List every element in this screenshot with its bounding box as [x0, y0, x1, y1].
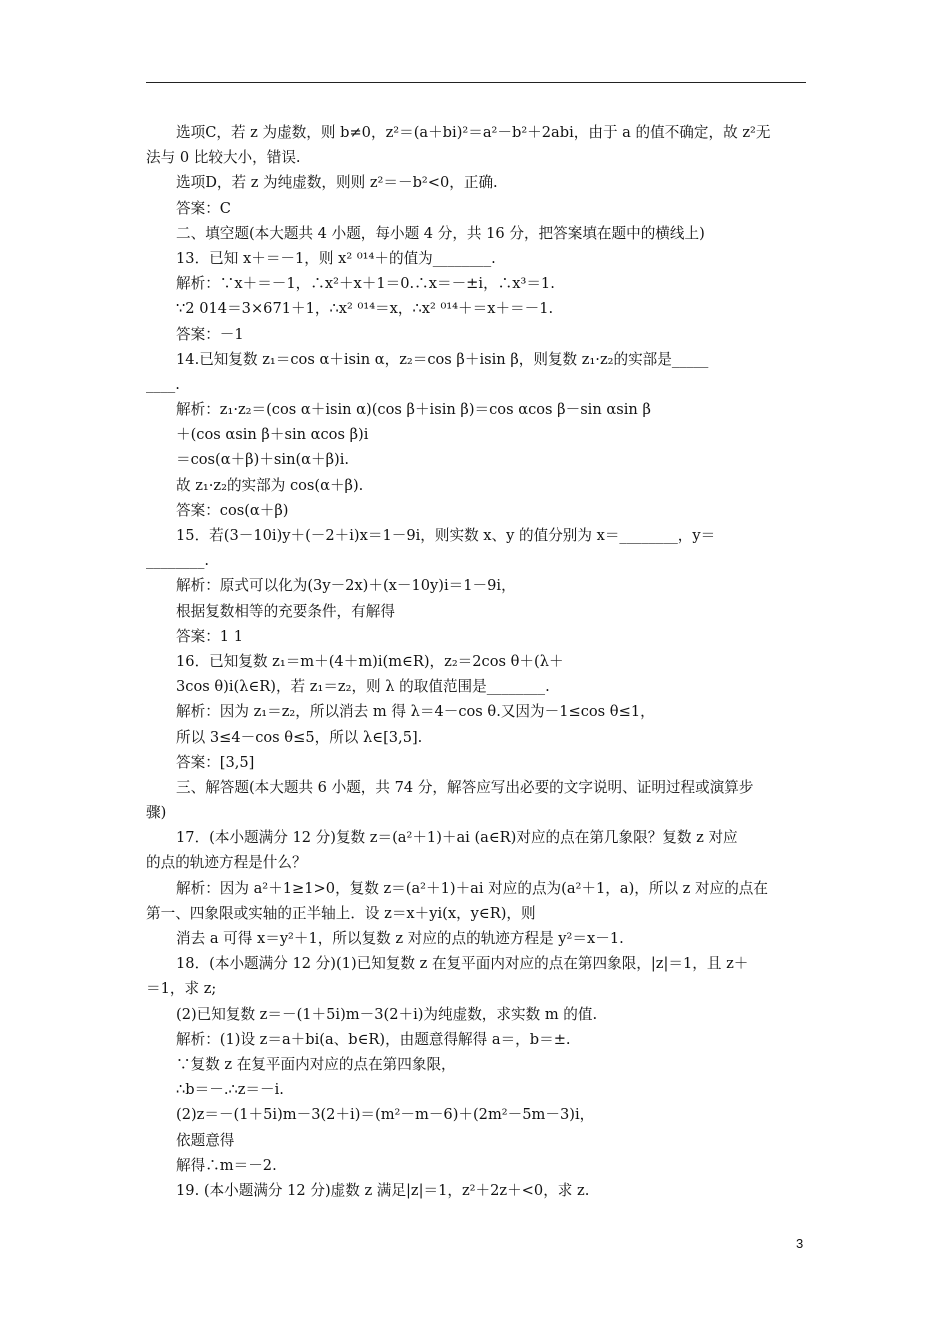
text-line: ＝1，求 z; — [146, 980, 217, 998]
text-line: 解析：因为 z₁＝z₂，所以消去 m 得 λ＝4－cos θ.又因为－1≤cos θ≤1， — [176, 703, 655, 721]
text-line: 解得∴m＝－2. — [176, 1156, 277, 1174]
text-line: 解析：(1)设 z＝a＋bi(a、b∈R)，由题意得解得 a＝，b＝±. — [176, 1030, 571, 1048]
text-line: (2)z＝－(1＋5i)m－3(2＋i)＝(m²－m－6)＋(2m²－5m－3)i， — [176, 1106, 595, 1124]
text-line: 答案：1 1 — [176, 627, 243, 645]
text-line: 14.已知复数 z₁＝cos α＋isin α，z₂＝cos β＋isin β，则复数 z₁·z₂的实部是_____ — [176, 350, 709, 368]
text-line: 13．已知 x＋＝－1，则 x² ⁰¹⁴＋的值为________. — [176, 249, 496, 267]
text-line: 消去 a 可得 x＝y²＋1，所以复数 z 对应的点的轨迹方程是 y²＝x－1. — [176, 930, 624, 947]
text-line: 选项D，若 z 为纯虚数，则则 z²＝－b²<0，正确. — [176, 174, 498, 192]
text-line: 解析：z₁·z₂＝(cos α＋isin α)(cos β＋isin β)＝cos αcos β－sin αsin β — [176, 401, 651, 419]
text-line: 3cos θ)i(λ∈R)，若 z₁＝z₂，则 λ 的取值范围是________. — [176, 678, 550, 696]
text-line: ____. — [146, 375, 180, 393]
text-line: (2)已知复数 z＝－(1＋5i)m－3(2＋i)为纯虚数，求实数 m 的值. — [176, 1005, 598, 1023]
text-line: 解析：原式可以化为(3y－2x)＋(x－10y)i＝1－9i， — [176, 577, 516, 595]
text-line: 依题意得 — [176, 1131, 235, 1149]
header-rule — [146, 82, 806, 83]
text-line: ＝cos(α＋β)＋sin(α＋β)i. — [176, 451, 350, 469]
text-line: ∵2 014＝3×671＋1，∴x² ⁰¹⁴＝x，∴x² ⁰¹⁴＋＝x＋＝－1. — [176, 300, 554, 318]
text-line: 的点的轨迹方程是什么？ — [146, 854, 307, 872]
text-line: 根据复数相等的充要条件，有解得 — [176, 602, 395, 620]
text-line: ∴b＝－.∴z＝－i. — [176, 1081, 284, 1099]
text-line: ________. — [146, 552, 210, 570]
text-line: ＋(cos αsin β＋sin αcos β)i — [176, 426, 369, 444]
text-line: 骤) — [146, 804, 167, 822]
page-body — [146, 120, 808, 1203]
text-line: 解析：∵x＋＝－1，∴x²＋x＋1＝0.∴x＝－±i，∴x³＝1. — [176, 275, 555, 293]
text-line: 答案：cos(α＋β) — [176, 501, 289, 519]
text-line: 16．已知复数 z₁＝m＋(4＋m)i(m∈R)，z₂＝2cos θ＋(λ＋ — [176, 652, 564, 670]
text-line: 19. (本小题满分 12 分)虚数 z 满足|z|＝1，z²＋2z＋<0，求 z. — [176, 1181, 590, 1199]
text-line: 第一、四象限或实轴的正半轴上．设 z＝x＋yi(x，y∈R)，则 — [146, 904, 536, 922]
text-line: 答案：[3,5] — [176, 753, 255, 771]
text-line: 答案：C — [176, 199, 231, 217]
text-line: 选项C，若 z 为虚数，则 b≠0，z²＝(a＋bi)²＝a²－b²＋2abi，由于 a 的值不确定，故 z²无 — [176, 124, 771, 141]
text-line: 所以 3≤4－cos θ≤5，所以 λ∈[3,5]. — [176, 728, 423, 746]
text-line: 解析：因为 a²＋1≥1>0，复数 z＝(a²＋1)＋ai 对应的点为(a²＋1，a)，所以 z 对应的点在 — [176, 879, 768, 897]
text-line: 故 z₁·z₂的实部为 cos(α＋β). — [176, 476, 364, 494]
text-line: 答案：－1 — [176, 325, 244, 343]
page-number: 3 — [796, 1236, 804, 1251]
text-line: 二、填空题(本大题共 4 小题，每小题 4 分，共 16 分，把答案填在题中的横线上) — [176, 224, 705, 242]
text-line: 法与 0 比较大小，错误. — [146, 149, 301, 167]
text-line: 15．若(3－10i)y＋(－2＋i)x＝1－9i，则实数 x、y 的值分别为 x＝________，y＝ — [176, 527, 716, 544]
text-line: 18．(本小题满分 12 分)(1)已知复数 z 在复平面内对应的点在第四象限，|z|＝1，且 z＋ — [176, 955, 749, 973]
text-line: ∵复数 z 在复平面内对应的点在第四象限， — [176, 1055, 456, 1073]
text-line: 17．(本小题满分 12 分)复数 z＝(a²＋1)＋ai (a∈R)对应的点在第几象限？复数 z 对应 — [176, 829, 738, 847]
text-line: 三、解答题(本大题共 6 小题，共 74 分，解答应写出必要的文字说明、证明过程或演算步 — [176, 778, 754, 796]
